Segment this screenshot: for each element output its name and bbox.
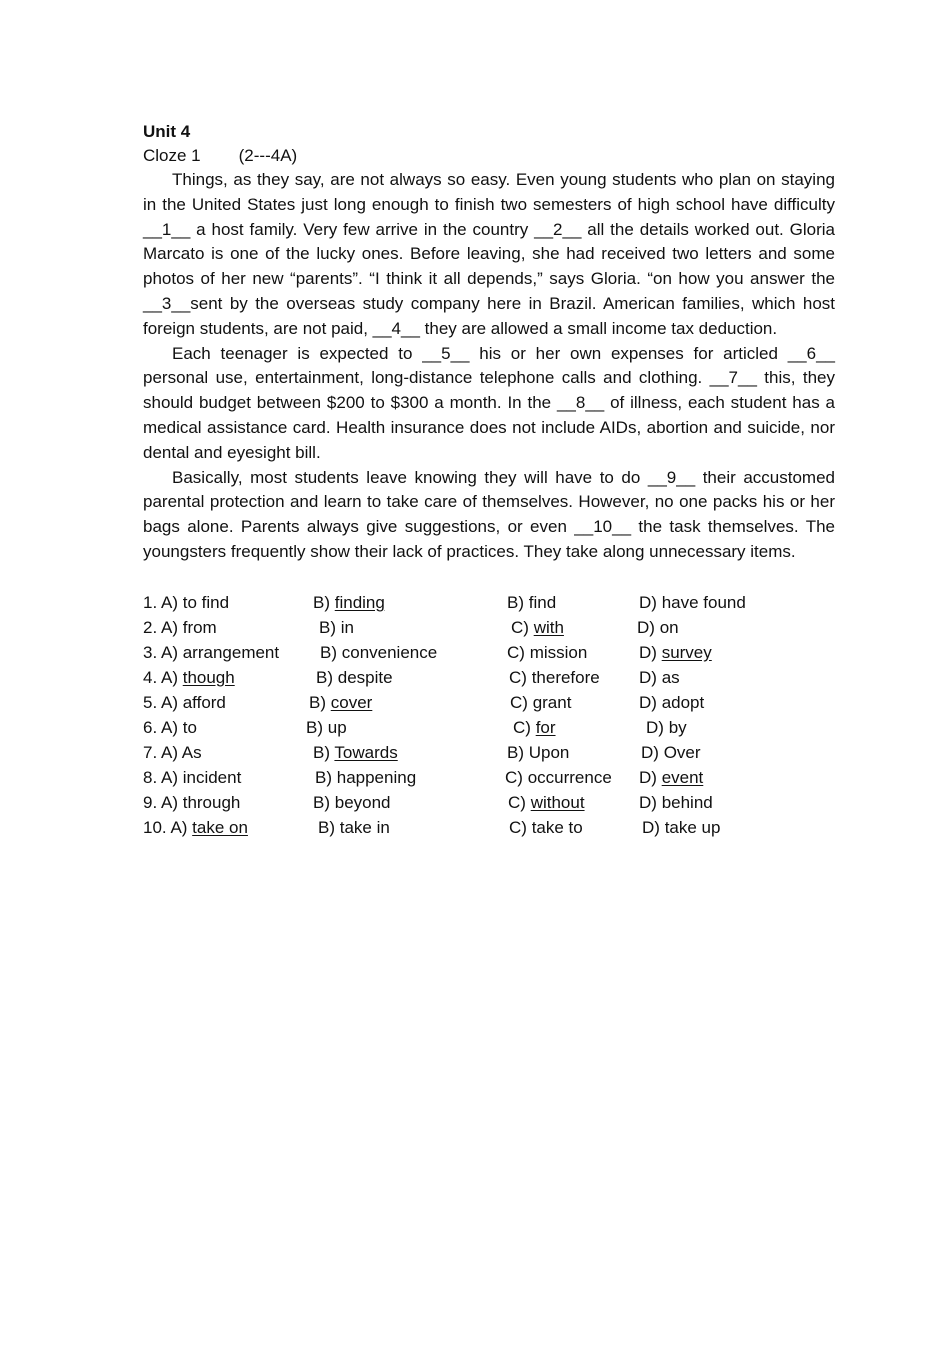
question-row (143, 765, 835, 790)
option-b (313, 740, 398, 765)
option-c (507, 590, 556, 615)
option-a (143, 815, 248, 840)
cloze-label: Cloze 1 (143, 146, 201, 165)
question-row (143, 790, 835, 815)
question-number: 6. (143, 717, 158, 737)
question-number: 8. (143, 767, 158, 787)
option-b (313, 590, 385, 615)
option-letter: A) (160, 692, 178, 712)
option-text: despite (337, 667, 393, 687)
option-letter: C) (510, 692, 528, 712)
option-text: beyond (334, 792, 391, 812)
option-letter: A) (160, 767, 178, 787)
option-b (313, 790, 391, 815)
question-number: 9. (143, 792, 158, 812)
option-letter: D) (639, 792, 657, 812)
option-text: from (182, 617, 217, 637)
option-b (319, 615, 354, 640)
option-b (316, 665, 393, 690)
document-page (143, 120, 835, 840)
option-b (315, 765, 416, 790)
option-letter: B) (318, 817, 335, 837)
option-letter: B) (313, 592, 330, 612)
option-text-answer: survey (661, 642, 712, 662)
option-d (646, 715, 687, 740)
question-number: 4. (143, 667, 158, 687)
option-letter: C) (511, 617, 529, 637)
option-letter: A) (160, 617, 178, 637)
option-letter: C) (509, 817, 527, 837)
option-b (318, 815, 390, 840)
question-number: 1. (143, 592, 158, 612)
option-c (508, 790, 585, 815)
question-row (143, 740, 835, 765)
question-number: 5. (143, 692, 158, 712)
cloze-code: (2---4A) (238, 146, 298, 165)
option-text-answer: for (535, 717, 556, 737)
option-a (143, 790, 240, 815)
option-text: arrangement (182, 642, 280, 662)
question-number: 7. (143, 742, 158, 762)
option-text: find (528, 592, 557, 612)
option-text: therefore (531, 667, 600, 687)
option-d (639, 790, 713, 815)
option-text-answer: without (530, 792, 585, 812)
option-text: Upon (528, 742, 570, 762)
option-text-answer: event (661, 767, 704, 787)
option-text: as (661, 667, 680, 687)
option-d (639, 640, 712, 665)
question-number: 3. (143, 642, 158, 662)
option-text: up (327, 717, 347, 737)
option-d (639, 690, 704, 715)
option-text: afford (182, 692, 226, 712)
option-text: to (182, 717, 197, 737)
option-letter: B) (315, 767, 332, 787)
option-letter: B) (309, 692, 326, 712)
question-row (143, 640, 835, 665)
question-row (143, 690, 835, 715)
answer-options (143, 590, 835, 840)
option-letter: C) (513, 717, 531, 737)
option-letter: B) (316, 667, 333, 687)
option-text: take to (531, 817, 583, 837)
option-a (143, 615, 217, 640)
option-letter: A) (160, 592, 178, 612)
option-a (143, 740, 202, 765)
option-letter: B) (313, 742, 330, 762)
option-a (143, 715, 197, 740)
option-letter: D) (639, 692, 657, 712)
option-text: on (659, 617, 679, 637)
option-letter: D) (639, 642, 657, 662)
option-text: happening (336, 767, 417, 787)
option-d (641, 740, 701, 765)
option-d (642, 815, 720, 840)
option-b (306, 715, 347, 740)
unit-title: Unit 4 (143, 122, 191, 141)
option-letter: B) (319, 617, 336, 637)
option-letter: A) (160, 717, 178, 737)
option-c (507, 640, 587, 665)
question-number: 2. (143, 617, 158, 637)
option-text: convenience (341, 642, 438, 662)
option-a (143, 640, 279, 665)
option-c (511, 615, 564, 640)
option-text: incident (182, 767, 242, 787)
option-letter: D) (642, 817, 660, 837)
option-text: through (182, 792, 241, 812)
option-text: take up (664, 817, 721, 837)
option-letter: D) (639, 767, 657, 787)
option-a (143, 690, 226, 715)
option-d (639, 765, 703, 790)
option-letter: B) (507, 742, 524, 762)
option-letter: D) (639, 667, 657, 687)
option-letter: B) (313, 792, 330, 812)
question-number: 10. (143, 817, 167, 837)
option-text-answer: Towards (334, 742, 398, 762)
option-text: mission (529, 642, 588, 662)
option-c (513, 715, 556, 740)
passage-paragraph: Things, as they say, are not always so easy. Even young students who plan on staying in the United States just long enough to finish two semesters of high school have difficulty __1__ a host family. Very few arrive in the country __2__ all the details worked out. Gloria Marcato is one of the lucky ones. Before leaving, she had received two letters and some photos of her new “parents”. “I think it all depends,” says Gloria. “on how you answer the __3__sent by the overseas study company here in Brazil. American families, which host foreign students, are not paid, __4__ they are allowed a small income tax deduction. (143, 170, 835, 338)
question-row (143, 665, 835, 690)
option-letter: C) (507, 642, 525, 662)
option-letter: B) (320, 642, 337, 662)
option-letter: B) (306, 717, 323, 737)
option-text: occurrence (527, 767, 612, 787)
option-a (143, 590, 229, 615)
option-text: have found (661, 592, 746, 612)
option-text: by (668, 717, 687, 737)
option-letter: A) (160, 642, 178, 662)
option-text: behind (661, 792, 713, 812)
option-letter: D) (639, 592, 657, 612)
option-text: As (181, 742, 202, 762)
option-text-answer: with (533, 617, 564, 637)
option-letter: A) (160, 667, 178, 687)
question-row (143, 615, 835, 640)
option-d (639, 590, 746, 615)
option-text-answer: though (182, 667, 235, 687)
option-letter: B) (507, 592, 524, 612)
option-b (309, 690, 372, 715)
question-row (143, 590, 835, 615)
option-text: take in (339, 817, 390, 837)
option-c (510, 690, 571, 715)
option-c (505, 765, 612, 790)
option-d (639, 665, 680, 690)
passage-paragraph: Each teenager is expected to __5__ his or her own expenses for articled __6__ personal use, entertainment, long-distance telephone calls and clothing. __7__ this, they should budget between $200 to $300 a month. In the __8__ of illness, each student has a medical assistance card. Health insurance does not include AIDs, abortion and suicide, nor dental and eyesight bill. (143, 343, 835, 462)
option-letter: C) (509, 667, 527, 687)
option-text: to find (182, 592, 230, 612)
option-a (143, 765, 241, 790)
option-text: grant (532, 692, 572, 712)
option-text: adopt (661, 692, 705, 712)
option-c (509, 815, 583, 840)
option-text: Over (663, 742, 701, 762)
question-row (143, 815, 835, 840)
option-letter: C) (508, 792, 526, 812)
question-row (143, 715, 835, 740)
option-text-answer: finding (334, 592, 385, 612)
option-letter: A) (160, 792, 178, 812)
option-letter: D) (646, 717, 664, 737)
option-c (509, 665, 600, 690)
option-letter: C) (505, 767, 523, 787)
option-letter: D) (641, 742, 659, 762)
option-text: in (340, 617, 354, 637)
option-a (143, 665, 235, 690)
option-text-answer: take on (192, 817, 248, 837)
cloze-heading (143, 144, 835, 168)
option-letter: A) (170, 817, 188, 837)
option-b (320, 640, 437, 665)
passage-paragraph: Basically, most students leave knowing they will have to do __9__ their accustomed parental protection and learn to take care of themselves. However, no one packs his or her bags alone. Parents always give suggestions, or even __10__ the task themselves. The youngsters frequently show their lack of practices. They take along unnecessary items. (143, 467, 835, 561)
option-text-answer: cover (330, 692, 373, 712)
option-c (507, 740, 569, 765)
cloze-passage (143, 168, 835, 565)
option-letter: D) (637, 617, 655, 637)
option-d (637, 615, 679, 640)
option-letter: A) (160, 742, 178, 762)
